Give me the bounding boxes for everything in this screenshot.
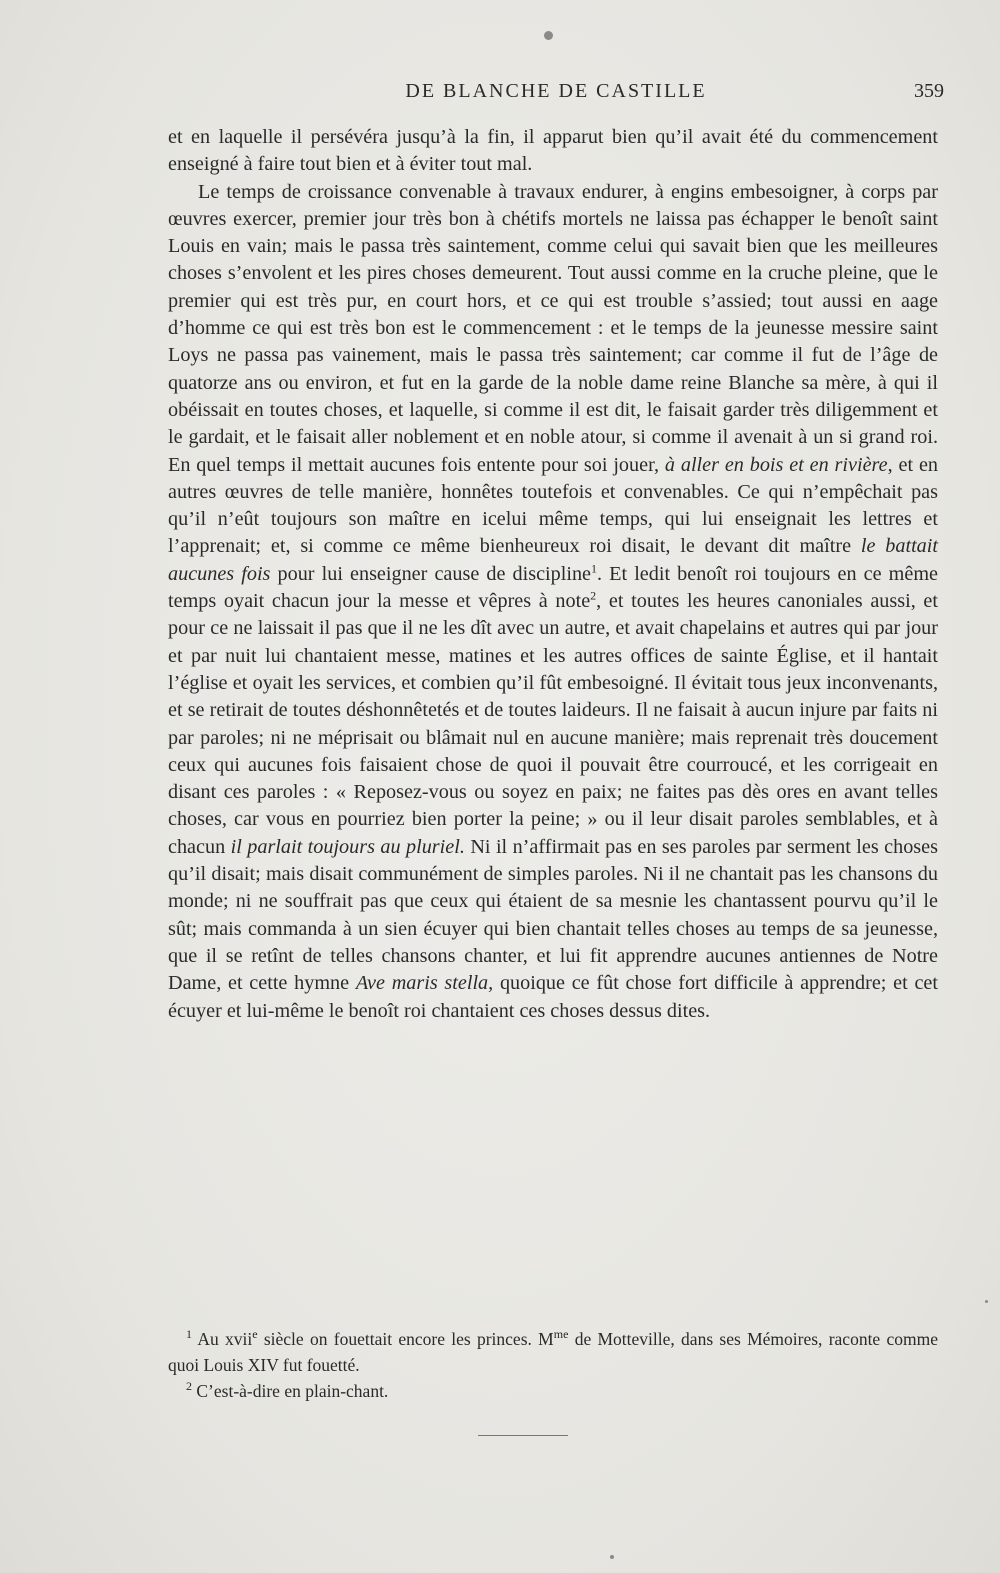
italic-phrase: à aller en bois et en rivière — [664, 453, 888, 476]
footnote: $^1$ Au xvii$^e$ siècle on fouettait encore les princes. $M^{me}$ de Motteville, dans ses Mémoires, raconte comme quoi Louis XIV fut fouetté. — [168, 1327, 938, 1375]
end-rule — [478, 1435, 568, 1436]
page-number: 359 — [914, 80, 944, 102]
italic-phrase: Ave maris stella, — [355, 972, 494, 995]
footnote-mark: 2 — [186, 1379, 192, 1394]
page-header — [168, 80, 944, 108]
italic-phrase: le battait aucunes fois — [168, 535, 938, 585]
ink-speck — [610, 1555, 614, 1559]
footnote-reference[interactable]: 1 — [591, 561, 598, 576]
running-title: DE BLANCHE DE CASTILLE — [405, 80, 707, 102]
ink-speck — [985, 1300, 988, 1303]
paragraph: Le temps de croissance convenable à travaux endurer, à engins embesoigner, à corps par œuvres exercer, premier jour très bon à chétifs mortels ne laissa pas échapper le benoît saint Louis en vain; mais le passa très saintement, comme celui qui savait bien que les meilleures choses s’envolent et les pires choses demeurent. Tout aussi comme en la cruche pleine, que le premier qui est très pur, en court hors, et ce qui est trouble s’assied; tout aussi en aage d’homme ce qui est très bon est le commencement : et le temps de la jeunesse messire saint Loys ne passa pas vainement, mais le passa très saintement; car comme il fut de l’âge de quatorze ans ou environ, et fut en la garde de la noble dame reine Blanche sa mère, à qui il obéissait en toutes choses, et laquelle, si comme il est dit, le faisait garder très diligemment et le gardait, et le faisait aller noblement et en noble atour, si comme il avenait à un si grand roi. En quel temps il mettait aucunes fois entente pour soi jouer, à aller en bois et en rivière, et en autres œuvres de telle manière, honnêtes toutefois et convenables. Ce qui n’empêchait pas qu’il n’eût toujours son maître en icelui même temps, qui lui enseignait les lettres et l’apprenait; et, si comme ce même bienheureux roi disait, le devant dit maître le battait aucunes fois pour lui enseigner cause de discipline$^1$. Et ledit benoît roi toujours en ce même temps oyait chacun jour la messe et vêpres à note$^2$, et toutes les heures canoniales aussi, et pour ce ne laissait il pas que il ne les dît avec un autre, et avait chapelains et autres qui par jour et par nuit lui chantaient messe, matines et les autres offices de sainte Église, et il hantait l’église et oyait les services, et combien qu’il fût embesoigné. Il évitait tous jeux inconvenants, et se retirait de toutes déshonnêtetés et de toutes laideurs. Il ne faisait à aucun injure par faits ni par paroles; ni ne méprisait ou blâmait nul en aucune manière; mais reprenait très doucement ceux qui aucunes fois faisaient chose de quoi il pouvait être courroucé, et les corrigeait en disant ces paroles : « Reposez-vous ou soyez en paix; ne faites pas dès ores en avant telles choses, car vous en pourriez bien porter la peine; » ou il leur disait paroles semblables, et à chacun il parlait toujours au pluriel. Ni il n’affirmait pas en ses paroles par serment les choses qu’il disait; mais disait communément de simples paroles. Ni il ne chantait pas les chansons du monde; ni ne souffrait pas que ceux qui étaient de sa mesnie les chantassent pourvu qu’il le sût; mais commanda à un sien écuyer qui bien chantait telles choses au temps de sa jeunesse, que il se retînt de telles chansons chanter, et lui fit apprendre aucunes antiennes de Notre Dame, et cette hymne Ave maris stella, quoique ce fût chose fort difficile à apprendre; et cet écuyer et lui-même le benoît roi chantaient ces choses dessus dites. — [168, 180, 938, 1022]
ink-speck — [544, 31, 553, 40]
paragraph: et en laquelle il persévéra jusqu’à la fin, il apparut bien qu’il avait été du commencement enseigné à faire tout bien et à éviter tout mal. — [168, 126, 938, 176]
footnotes — [168, 1326, 938, 1404]
footnote-mark: 1 — [186, 1327, 192, 1342]
italic-phrase: il parlait toujours au pluriel. — [230, 835, 465, 858]
footnote: $^2$ C’est-à-dire en plain-chant. — [186, 1379, 389, 1401]
footnote-reference[interactable]: 2 — [590, 588, 597, 603]
body-text — [168, 124, 938, 1025]
